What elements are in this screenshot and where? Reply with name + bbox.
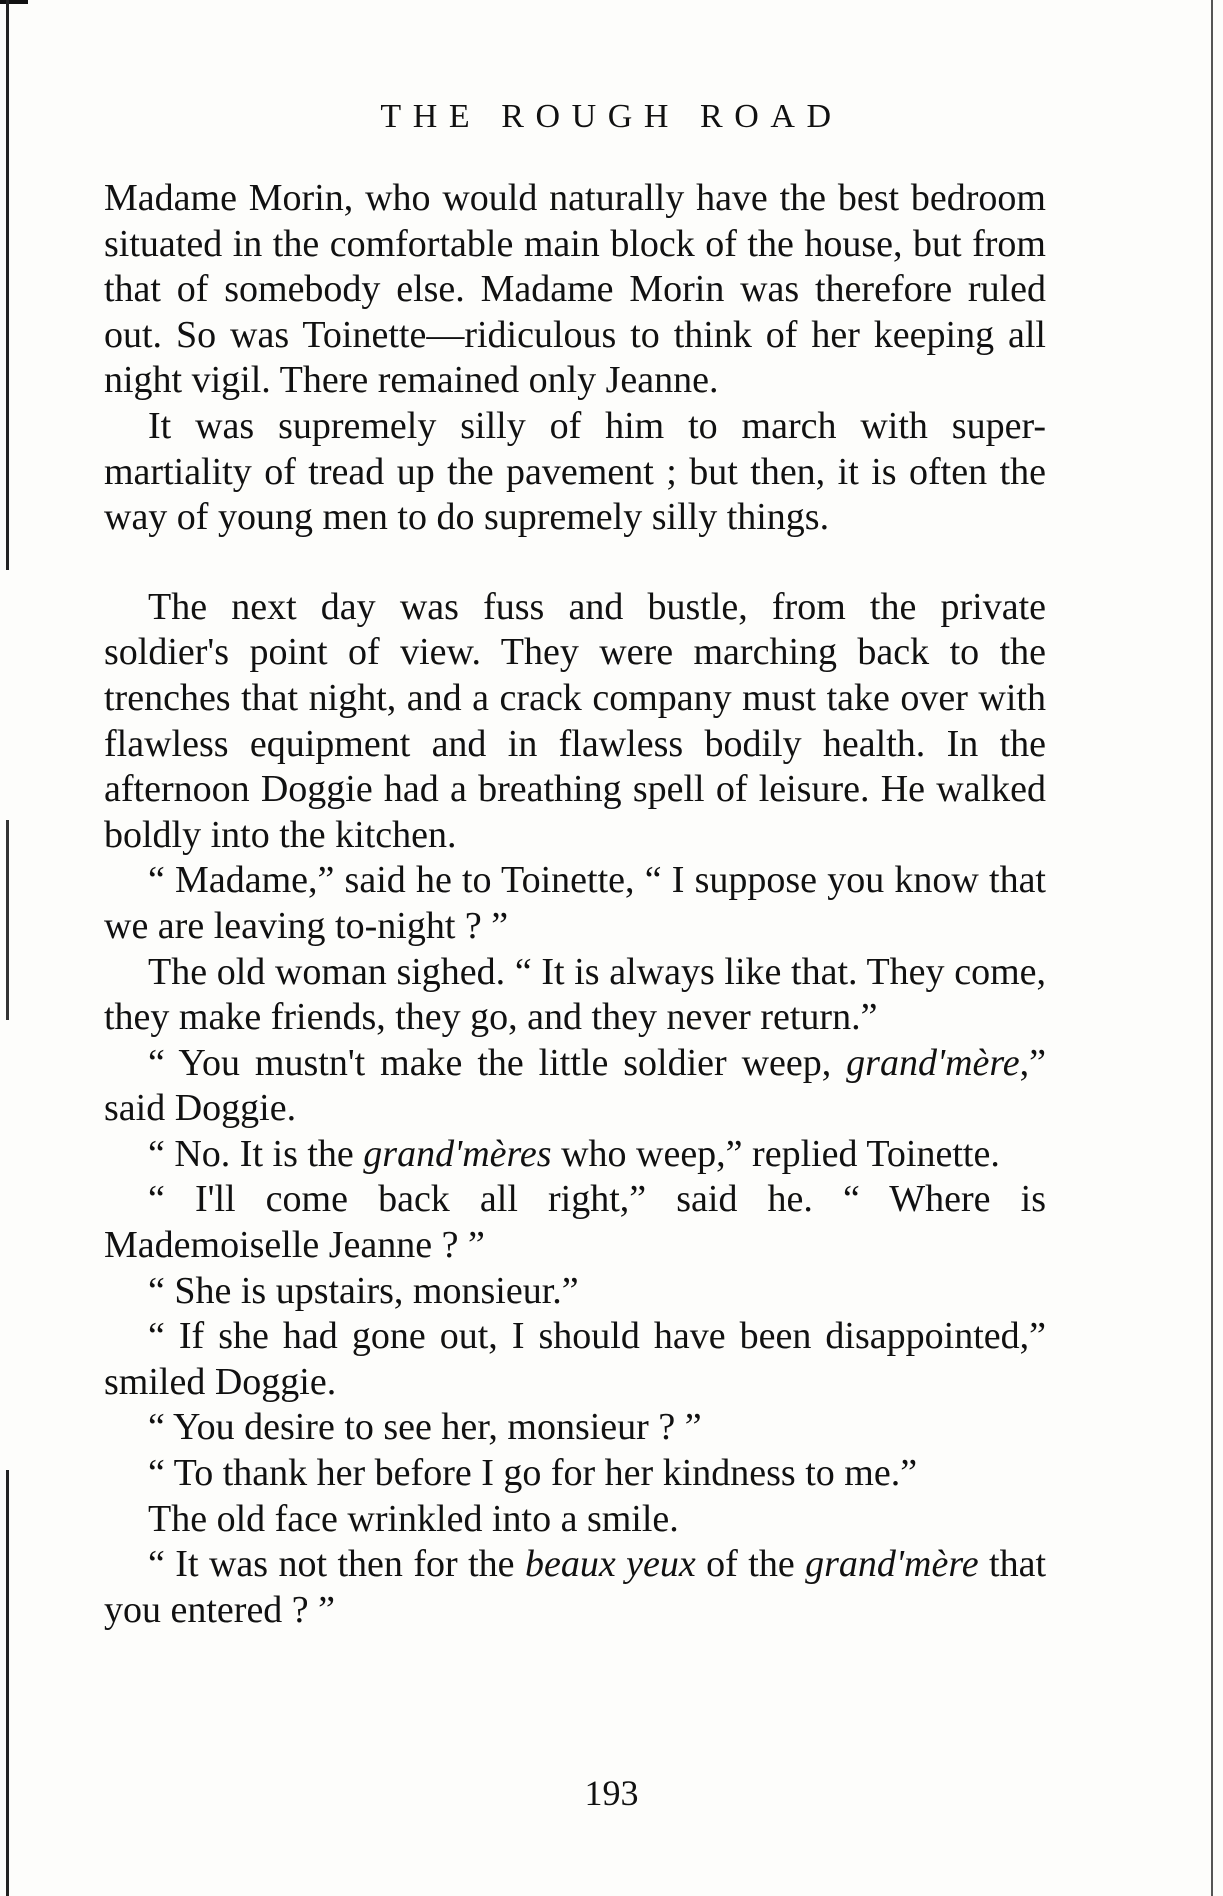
paragraph: “ You desire to see her, monsieur ? ” (148, 1406, 702, 1449)
paragraph: The old woman sighed. “ It is always like that. They come, they make friends, they go, and they never return.” (104, 950, 1046, 1039)
paragraph: “ Madame,” said he to Toinette, “ I suppose you know that we are leaving to-night ? ” (104, 859, 1046, 947)
italic-phrase: grand'mères (363, 1132, 552, 1175)
dialogue-text: “ No. It is the (148, 1132, 364, 1175)
italic-phrase: beaux yeux (524, 1543, 696, 1586)
paragraph (104, 1132, 1046, 1178)
paragraph: The next day was fuss and bustle, from the private soldier's point of view. They were marching back to the trenches that night, and a crack company must take over with flawless equipment and in flawless bodily health. In the afternoon Doggie had a breathing spell of leisure. He walked boldly into the kitchen. (104, 585, 1046, 856)
paragraph (104, 1542, 1046, 1633)
paragraph: “ To thank her before I go for her kindness to me.” (148, 1452, 918, 1495)
dialogue-text: that you entered ? ” (104, 1543, 1047, 1631)
dialogue-text: “ You mustn't make the little soldier weep, (148, 1041, 847, 1084)
page-number: 193 (584, 1773, 639, 1813)
scan-edge-top (0, 0, 28, 4)
dialogue-text: of the (695, 1543, 806, 1586)
italic-phrase: grand'mère (846, 1041, 1020, 1084)
scan-edge-right (1211, 0, 1213, 1896)
paragraph: It was supremely silly of him to march with super-martiality of tread up the pavement ; but then, it is often the way of young men to do supremely silly things. (104, 404, 1046, 539)
dialogue-text: ,” said Doggie. (104, 1041, 1046, 1130)
paragraph: The old face wrinkled into a smile. (148, 1497, 679, 1540)
dialogue-text: “ It was not then for the (148, 1543, 525, 1586)
paragraph: “ I'll come back all right,” said he. “ Where is Mademoiselle Jeanne ? ” (104, 1178, 1046, 1267)
scan-edge-left (6, 0, 9, 1896)
running-head: THE ROUGH ROAD (380, 98, 843, 135)
paragraph: “ If she had gone out, I should have been disappointed,” smiled Doggie. (104, 1315, 1046, 1403)
paragraph: Madame Morin, who would naturally have the best bedroom situated in the comfortable main block of the house, but from that of somebody else. Madame Morin was therefore ruled out. So was Toinette—ridiculous to think of her keeping all night vigil. There remained only Jeanne. (104, 177, 1046, 402)
dialogue-text: who weep,” replied Toinette. (551, 1132, 1000, 1175)
paragraph: “ She is upstairs, monsieur.” (148, 1269, 579, 1312)
body-text (104, 176, 1046, 1633)
italic-phrase: grand'mère (805, 1543, 979, 1586)
paragraph (104, 1041, 1046, 1132)
